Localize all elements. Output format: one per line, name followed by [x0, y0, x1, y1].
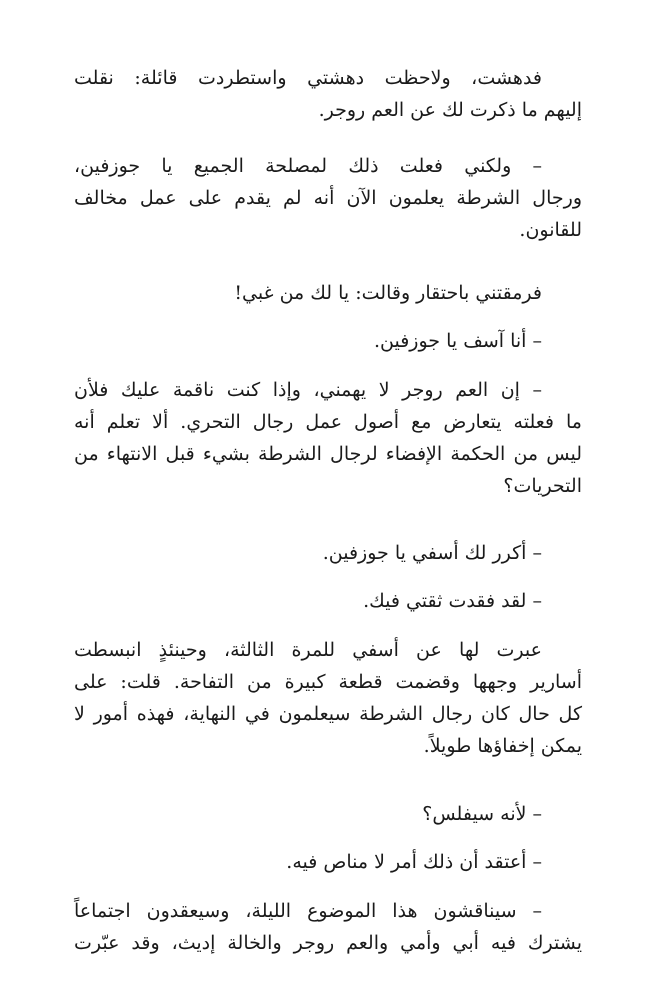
text-line: يشترك فيه أبي وأمي والعم روجر والخالة إديث، وقد عبّرت	[74, 932, 582, 954]
paragraph	[74, 895, 582, 959]
text-line: إليهم ما ذكرت لك عن العم روجر.	[318, 99, 582, 121]
text-line: فدهشت، ولاحظت دهشتي واستطردت قائلة: نقلت	[74, 67, 542, 89]
text-line: يمكن إخفاؤها طويلاً.	[423, 735, 582, 757]
text-line: أسارير وجهها وقضمت قطعة كبيرة من التفاحة. قلت: على	[74, 671, 582, 693]
paragraph	[74, 585, 582, 617]
text-line: كل حال كان رجال الشرطة سيعلمون في النهاية، فهذه أمور لا	[74, 703, 582, 725]
paragraph	[74, 277, 582, 309]
text-line: – لقد فقدت ثقتي فيك.	[363, 590, 542, 612]
text-line: عبرت لها عن أسفي للمرة الثالثة، وحينئذٍ انبسطت	[74, 639, 542, 661]
paragraph	[74, 62, 582, 126]
text-line: فرمقتني باحتقار وقالت: يا لك من غبي!	[234, 282, 542, 304]
paragraph	[74, 374, 582, 502]
text-line: – أعتقد أن ذلك أمر لا مناص فيه.	[286, 851, 542, 873]
paragraph	[74, 634, 582, 762]
text-line: – أكرر لك أسفي يا جوزفين.	[322, 542, 542, 564]
paragraph	[74, 325, 582, 357]
paragraph	[74, 537, 582, 569]
paragraph	[74, 798, 582, 830]
text-line: للقانون.	[519, 219, 582, 241]
text-line: التحريات؟	[503, 475, 582, 497]
text-line: – سيناقشون هذا الموضوع الليلة، وسيعقدون اجتماعاً	[74, 900, 542, 922]
text-line: – لأنه سيفلس؟	[422, 803, 542, 825]
text-line: ليس من الحكمة الإفضاء لرجال الشرطة بشيء قبل الانتهاء من	[74, 443, 582, 465]
text-line: ورجال الشرطة يعلمون الآن أنه لم يقدم على عمل مخالف	[74, 187, 582, 209]
paragraph	[74, 846, 582, 878]
paragraph	[74, 150, 582, 246]
text-line: – أنا آسف يا جوزفين.	[373, 330, 542, 352]
text-line: – ولكني فعلت ذلك لمصلحة الجميع يا جوزفين،	[74, 155, 542, 177]
text-line: ما فعلته يتعارض مع أصول عمل رجال التحري. ألا تعلم أنه	[74, 411, 582, 433]
text-line: – إن العم روجر لا يهمني، وإذا كنت ناقمة عليك فلأن	[74, 379, 542, 401]
